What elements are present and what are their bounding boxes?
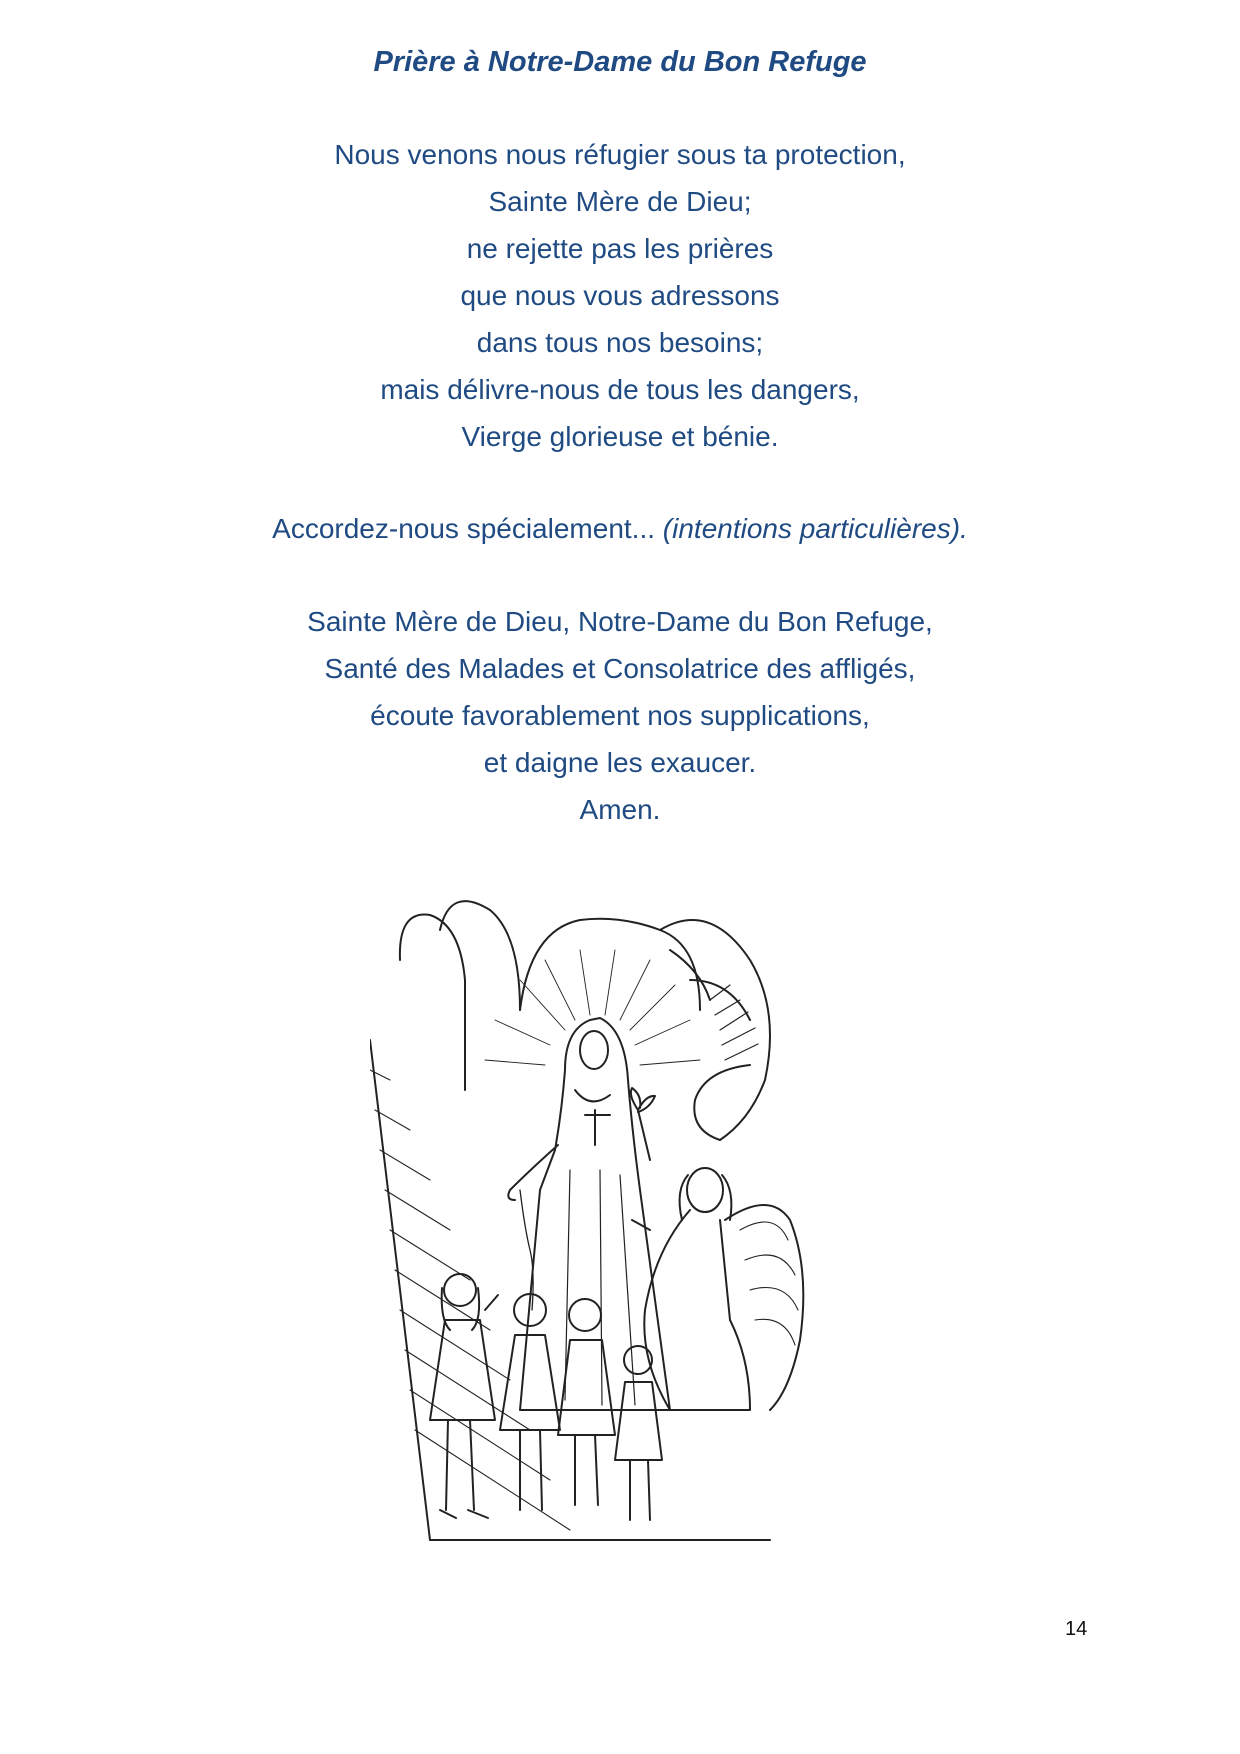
hands-prayer [585, 1110, 610, 1145]
stanza-1-line: ne rejette pas les prières [466, 233, 774, 264]
stanza-1-line: dans tous nos besoins; [476, 327, 764, 358]
grotto-rock-right [660, 920, 770, 1140]
grotto-illustration [370, 890, 870, 1580]
stanza-3-line: écoute favorablement nos supplications, [370, 700, 870, 731]
stanza-3-line: Sainte Mère de Dieu, Notre-Dame du Bon Refuge, [307, 606, 933, 637]
stanza-2 [0, 505, 1240, 552]
madonna-figure [508, 1018, 670, 1410]
page-number: 14 [1065, 1618, 1088, 1640]
angel-figure [632, 1168, 803, 1410]
stanza-1 [0, 131, 1240, 460]
stanza-1-line: Vierge glorieuse et bénie. [461, 421, 779, 452]
stanza-2-intentions: (intentions particulières). [662, 513, 968, 544]
stanza-3-line: et daigne les exaucer. [483, 747, 757, 778]
child-2 [500, 1294, 560, 1510]
stanza-3 [0, 598, 1240, 833]
stanza-3-line: Amen. [579, 794, 661, 825]
stanza-1-line: Nous venons nous réfugier sous ta protection, [334, 139, 906, 170]
angel-wing [725, 1205, 803, 1410]
grotto-arch-left [400, 915, 465, 1090]
prayer-title: Prière à Notre-Dame du Bon Refuge [373, 46, 867, 78]
child-1 [430, 1274, 498, 1518]
floor-edge-left [370, 1040, 430, 1540]
child-4 [615, 1346, 662, 1520]
stanza-1-line: mais délivre-nous de tous les dangers, [380, 374, 860, 405]
stanza-2-line [0, 505, 1240, 552]
stanza-3-line: Santé des Malades et Consolatrice des affligés, [324, 653, 916, 684]
stanza-2-main: Accordez-nous spécialement... [272, 513, 656, 544]
stanza-1-line: que nous vous adressons [460, 280, 780, 311]
stanza-1-line: Sainte Mère de Dieu; [488, 186, 752, 217]
